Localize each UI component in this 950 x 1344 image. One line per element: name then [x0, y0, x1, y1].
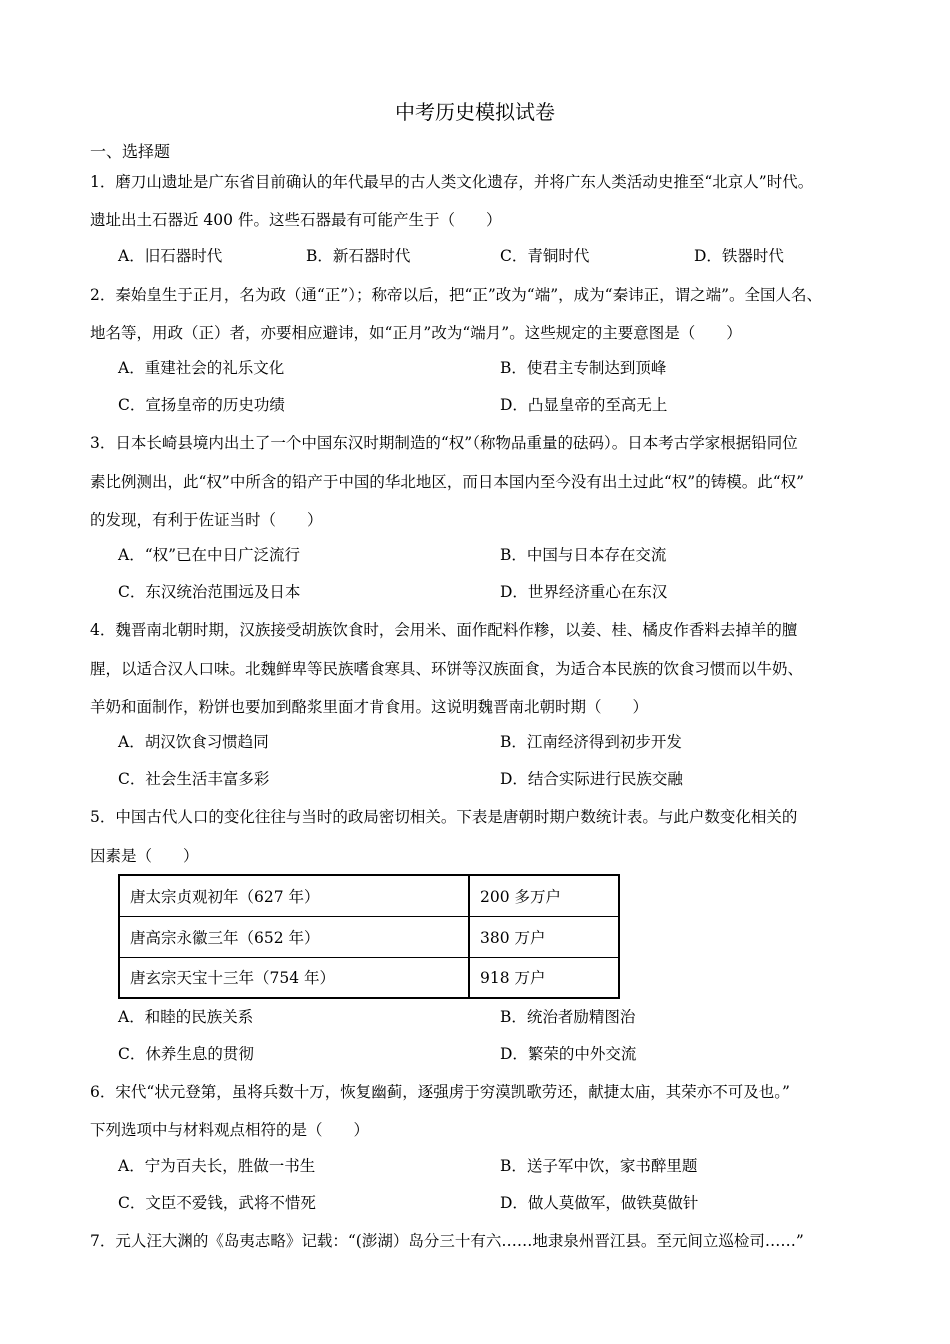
question-2-option-a: A．重建社会的礼乐文化: [118, 359, 285, 377]
question-1-line-2: 遗址出土石器近 400 件。这些石器最有可能产生于（ ）: [90, 211, 502, 229]
question-3-option-b: B．中国与日本存在交流: [500, 546, 667, 564]
question-3-option-c: C．东汉统治范围远及日本: [118, 583, 301, 601]
question-1-option-b: B．新石器时代: [306, 247, 411, 265]
table-cell-households: 380 万户: [469, 916, 619, 957]
question-3-line-2: 素比例测出，此“权”中所含的铅产于中国的华北地区，而日本国内至今没有出土过此“权”的铸模。此“权”: [90, 473, 805, 491]
question-6-line-2: 下列选项中与材料观点相符的是（ ）: [90, 1121, 370, 1139]
question-6-line-1: 6．宋代“状元登第，虽将兵数十万，恢复幽蓟，逐强虏于穷漠凯歌劳还，献捷太庙，其荣亦不可及也。”: [90, 1083, 790, 1101]
question-6-option-d: D．做人莫做军，做铁莫做针: [500, 1194, 699, 1212]
question-5-option-b: B．统治者励精图治: [500, 1008, 636, 1026]
question-3-line-3: 的发现，有利于佐证当时（ ）: [90, 511, 323, 529]
question-4-line-1: 4．魏晋南北朝时期，汉族接受胡族饮食时，会用米、面作配料作糁，以姜、桂、橘皮作香料去掉羊的膻: [90, 621, 798, 639]
table-row: [119, 957, 619, 998]
table-cell-period: 唐玄宗天宝十三年（754 年）: [119, 957, 469, 998]
table-cell-households: 200 多万户: [469, 875, 619, 916]
question-2-option-d: D．凸显皇帝的至高无上: [500, 396, 668, 414]
table-cell-period: 唐太宗贞观初年（627 年）: [119, 875, 469, 916]
question-6-option-b: B．送子军中饮，家书醉里题: [500, 1157, 698, 1175]
table-cell-period: 唐高宗永徽三年（652 年）: [119, 916, 469, 957]
question-6-option-a: A．宁为百夫长，胜做一书生: [118, 1157, 316, 1175]
question-1-option-a: A．旧石器时代: [118, 247, 223, 265]
question-5-option-c: C．休养生息的贯彻: [118, 1045, 254, 1063]
question-7-line-1: 7．元人汪大渊的《岛夷志略》记载：“(澎湖）岛分三十有六……地隶泉州晋江县。至元间立巡检司……”: [90, 1232, 804, 1250]
question-4-option-d: D．结合实际进行民族交融: [500, 770, 683, 788]
question-2-option-b: B．使君主专制达到顶峰: [500, 359, 667, 377]
question-5-option-a: A．和睦的民族关系: [118, 1008, 254, 1026]
question-3-line-1: 3．日本长崎县境内出土了一个中国东汉时期制造的“权”（称物品重量的砝码）。日本考古学家根据铅同位: [90, 434, 798, 452]
question-4-line-3: 羊奶和面制作，粉饼也要加到酪浆里面才肯食用。这说明魏晋南北朝时期（ ）: [90, 698, 649, 716]
question-2-line-2: 地名等，用政（正）者，亦要相应避讳，如“正月”改为“端月”。这些规定的主要意图是（ ）: [90, 324, 742, 342]
question-5-line-2: 因素是（ ）: [90, 847, 199, 865]
household-table: [118, 874, 620, 999]
page-title: 中考历史模拟试卷: [395, 100, 555, 124]
question-1-option-d: D．铁器时代: [694, 247, 784, 265]
question-4-option-c: C．社会生活丰富多彩: [118, 770, 270, 788]
question-1-line-1: 1．磨刀山遗址是广东省目前确认的年代最早的古人类文化遗存，并将广东人类活动史推至“北京人”时代。: [90, 173, 814, 191]
question-2-line-1: 2．秦始皇生于正月，名为政（通“正”）；称帝以后，把“正”改为“端”，成为“秦讳正，谓之端”。全国人名、: [90, 286, 823, 304]
table-row: [119, 875, 619, 916]
question-3-option-d: D．世界经济重心在东汉: [500, 583, 668, 601]
question-4-option-b: B．江南经济得到初步开发: [500, 733, 682, 751]
question-6-option-c: C．文臣不爱钱，武将不惜死: [118, 1194, 316, 1212]
section-heading: 一、选择题: [90, 142, 171, 161]
question-4-option-a: A．胡汉饮食习惯趋同: [118, 733, 269, 751]
question-5-line-1: 5．中国古代人口的变化往往与当时的政局密切相关。下表是唐朝时期户数统计表。与此户数变化相关的: [90, 808, 798, 826]
table-row: [119, 916, 619, 957]
question-4-line-2: 腥，以适合汉人口味。北魏鲜卑等民族嗜食寒具、环饼等汉族面食，为适合本民族的饮食习惯而以牛奶、: [90, 660, 804, 678]
question-1-option-c: C．青铜时代: [500, 247, 590, 265]
question-2-option-c: C．宣扬皇帝的历史功绩: [118, 396, 285, 414]
table-cell-households: 918 万户: [469, 957, 619, 998]
question-3-option-a: A．“权”已在中日广泛流行: [118, 546, 301, 564]
question-5-option-d: D．繁荣的中外交流: [500, 1045, 637, 1063]
